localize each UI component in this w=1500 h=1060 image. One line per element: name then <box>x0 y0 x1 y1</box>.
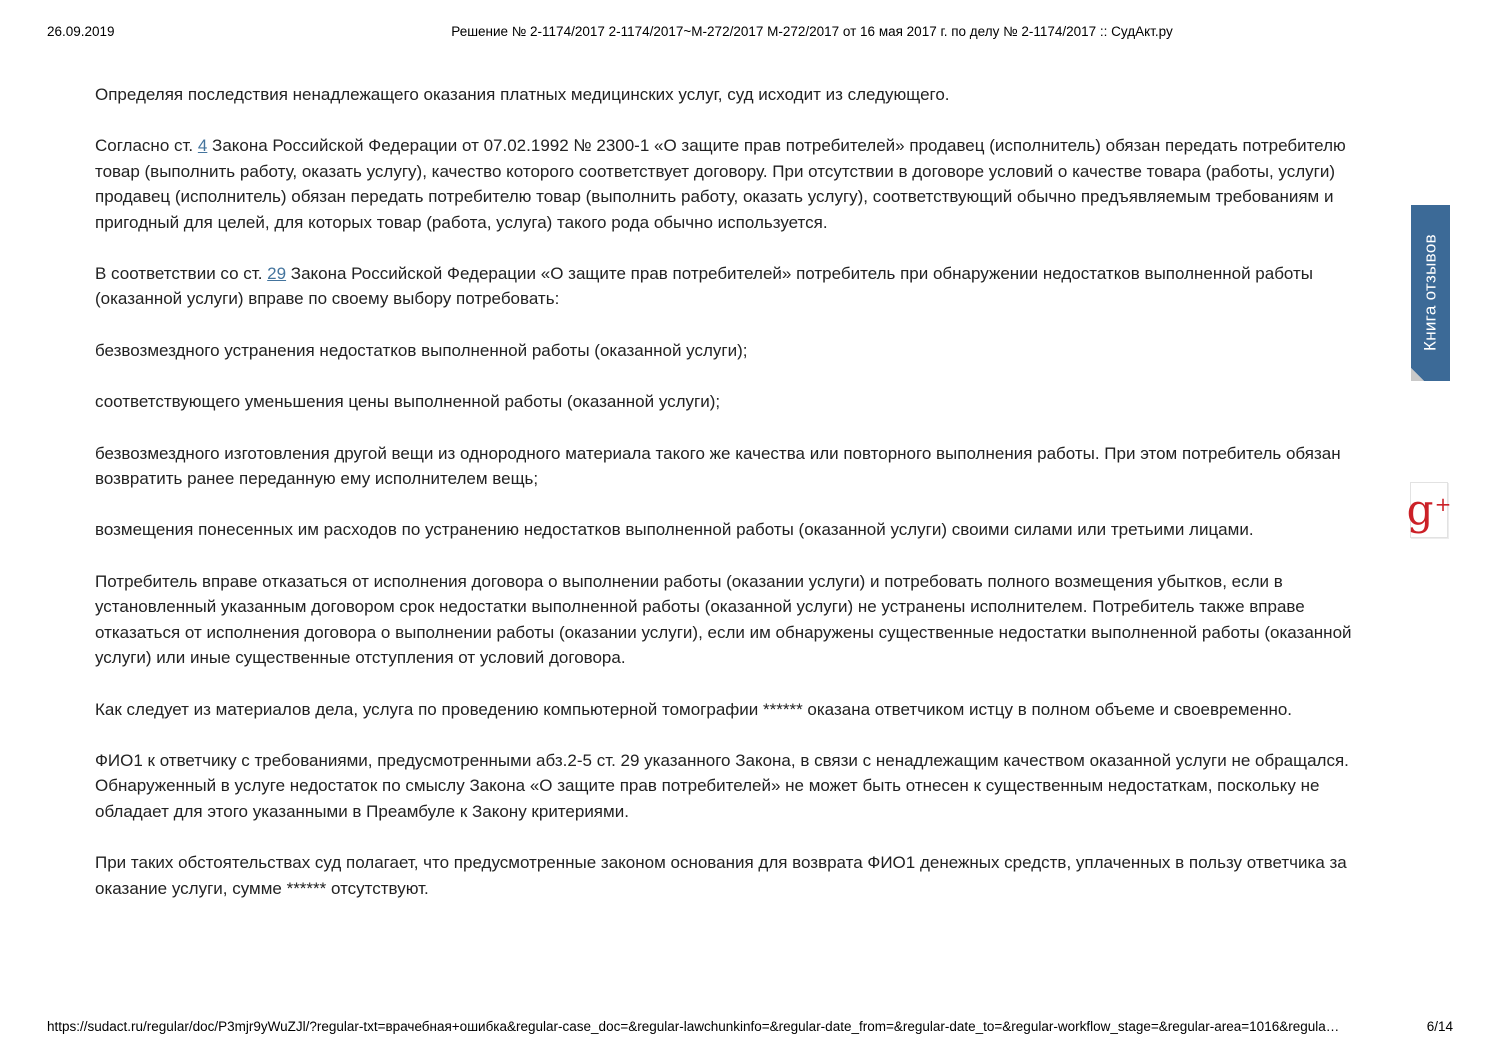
feedback-tab-label: Книга отзывов <box>1420 234 1440 352</box>
paragraph: безвозмездного устранения недостатков выполненной работы (оказанной услуги); <box>95 340 748 360</box>
law-article-link[interactable]: 4 <box>197 136 208 156</box>
google-plus-plus-glyph: + <box>1434 491 1452 516</box>
print-footer <box>47 1019 1453 1037</box>
paragraph: ФИО1 к ответчику с требованиями, предусмотренными абз.2-5 ст. 29 указанного Закона, в связи с ненадлежащим качеством оказанной услуги не обращался. Обнаруженный в услуге недостаток по смыслу Закона «О защите прав потребителей» не может быть отнесен к существенным недостаткам, поскольку не обладает для этого указанными в Преамбуле к Закону критериями. <box>95 750 1349 821</box>
print-date: 26.09.2019 <box>47 24 115 39</box>
feedback-book-tab[interactable] <box>1411 205 1450 381</box>
paragraph: В соответствии со ст. 29 Закона Российской Федерации «О защите прав потребителей» потребитель при обнаружении недостатков выполненной работы (оказанной услуги) вправе по своему выбору потребовать: <box>95 264 1314 309</box>
paragraph: При таких обстоятельствах суд полагает, что предусмотренные законом основания для возврата ФИО1 денежных средств, уплаченных в пользу ответчика за оказание услуги, сумме ****** отсутствуют. <box>95 853 1347 898</box>
page-title: Решение № 2-1174/2017 2-1174/2017~М-272/2017 М-272/2017 от 16 мая 2017 г. по делу № 2-1174/2017 :: СудАкт.ру <box>451 24 1173 39</box>
page-indicator: 6/14 <box>1426 1019 1453 1034</box>
paragraph: возмещения понесенных им расходов по устранению недостатков выполненной работы (оказанной услуги) своими силами или третьими лицами. <box>95 520 1254 540</box>
court-decision-text <box>95 82 1358 927</box>
paragraph: Согласно ст. 4 Закона Российской Федерации от 07.02.1992 № 2300-1 «О защите прав потребителей» продавец (исполнитель) обязан передать потребителю товар (выполнить работу, оказать услугу), качество которого соответствует договору. При отсутствии в договоре условий о качестве товара (работы, услуги) продавец (исполнитель) обязан передать потребителю товар (выполнить работу, оказать услугу), соответствующий обычно предъявляемым требованиям и пригодный для целей, для которых товар (работа, услуга) такого рода обычно используется. <box>95 136 1346 232</box>
paragraph: безвозмездного изготовления другой вещи из однородного материала такого же качества или повторного выполнения работы. При этом потребитель обязан возвратить ранее переданную ему исполнителем вещь; <box>95 443 1341 489</box>
law-article-link[interactable]: 29 <box>267 264 287 284</box>
paragraph: Как следует из материалов дела, услуга по проведению компьютерной томографии ****** оказана ответчиком истцу в полном объеме и своевременно. <box>95 699 1293 719</box>
paragraph: соответствующего уменьшения цены выполненной работы (оказанной услуги); <box>95 392 721 412</box>
paragraph: Определяя последствия ненадлежащего оказания платных медицинских услуг, суд исходит из следующего. <box>95 85 950 104</box>
google-plus-icon <box>1406 484 1452 534</box>
google-plus-g-glyph: g <box>1406 484 1434 534</box>
footer-url: https://sudact.ru/regular/doc/P3mjr9yWuZJl/?regular-txt=врачебная+ошибка&regular-case_doc=&regular-lawchunkinfo=&regular-date_from=&regular-date_to=&regular-workflow_stage=&regular-area=1016&regula… <box>47 1019 1340 1034</box>
paragraph: Потребитель вправе отказаться от исполнения договора о выполнении работы (оказании услуги) и потребовать полного возмещения убытков, если в установленный указанным договором срок недостатки выполненной работы (оказанной услуги) не устранены исполнителем. Потребитель также вправе отказаться от исполнения договора о выполнении работы (оказании услуги), если им обнаружены существенные недостатки выполненной работы (оказанной услуги) или иные существенные отступления от условий договора. <box>95 571 1352 668</box>
google-plus-share-button[interactable] <box>1406 482 1452 538</box>
print-header <box>47 24 1453 42</box>
